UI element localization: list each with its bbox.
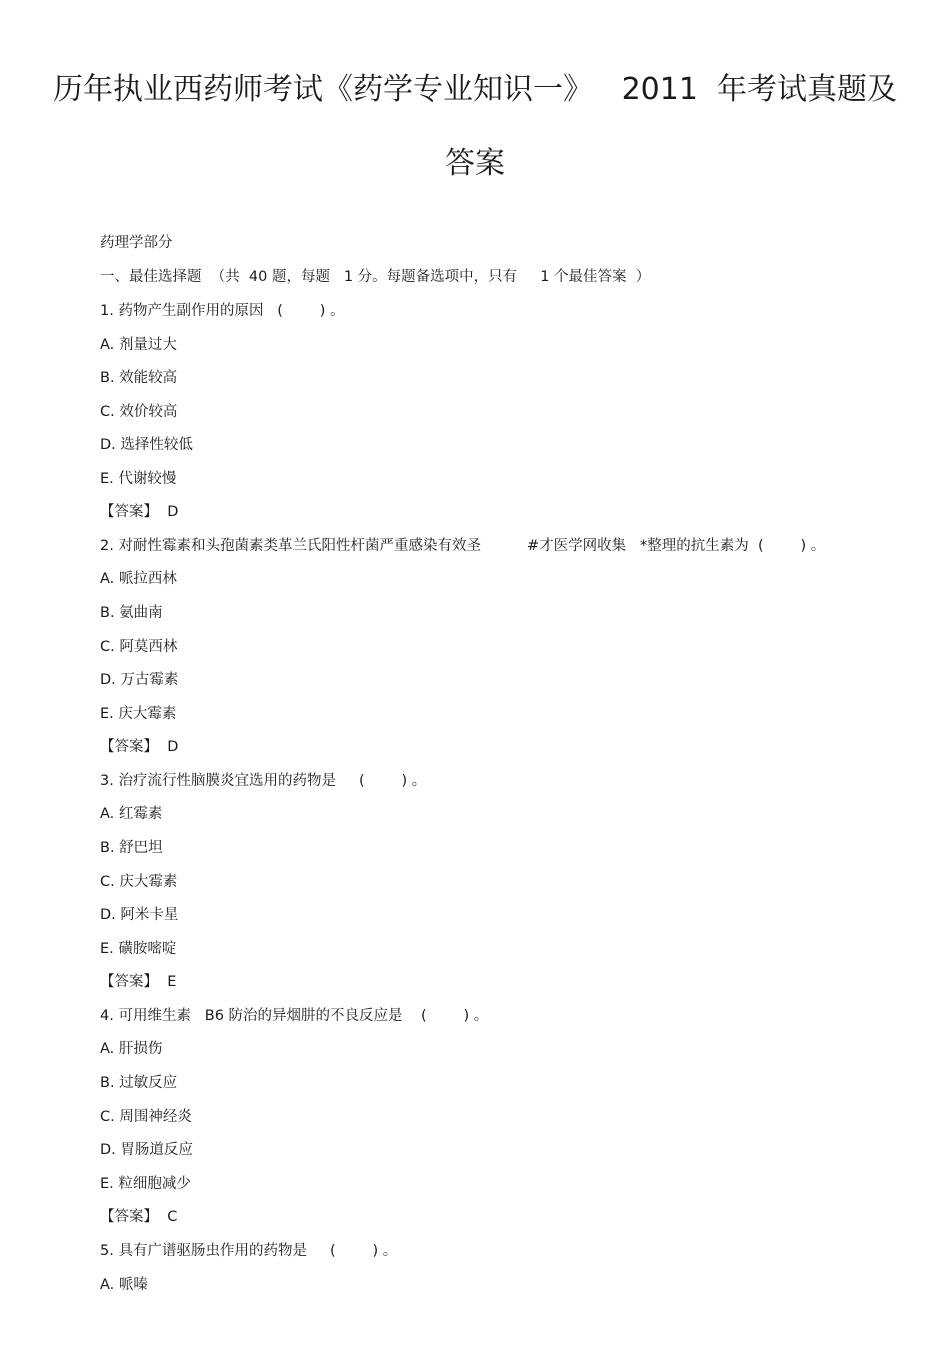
option: B. 效能较高 (100, 370, 178, 386)
option: A. 哌嗪 (100, 1277, 148, 1293)
option: E. 粒细胞减少 (100, 1176, 191, 1192)
question-stem: 5. 具有广谱驱肠虫作用的药物是 ( ) 。 (100, 1243, 398, 1259)
option: C. 效价较高 (100, 404, 178, 420)
question-stem: 2. 对耐性霉素和头孢菌素类革兰氏阳性杆菌严重感染有效圣 #才医学网收集 *整理的抗生素为 ( ) 。 (100, 538, 826, 554)
question-stem: 1. 药物产生副作用的原因 ( ) 。 (100, 303, 345, 319)
option: A. 红霉素 (100, 806, 163, 822)
answer: 【答案】 D (100, 739, 179, 755)
option: A. 哌拉西林 (100, 571, 177, 587)
section-heading: 药理学部分 (100, 235, 173, 251)
option: B. 舒巴坦 (100, 840, 163, 856)
option: B. 氨曲南 (100, 605, 163, 621)
option: A. 肝损伤 (100, 1041, 163, 1057)
answer: 【答案】 E (100, 974, 177, 990)
option: D. 胃肠道反应 (100, 1142, 193, 1158)
question-stem: 4. 可用维生素 B6 防治的异烟肼的不良反应是 ( ) 。 (100, 1008, 489, 1024)
option: B. 过敏反应 (100, 1075, 178, 1091)
document-title-line-2: 答案 (445, 146, 505, 181)
option: D. 阿米卡星 (100, 907, 179, 923)
document-title-line-1: 历年执业西药师考试《药学专业知识一》 2011 年考试真题及 (52, 72, 898, 107)
option: A. 剂量过大 (100, 337, 177, 353)
option: C. 庆大霉素 (100, 874, 178, 890)
option: E. 代谢较慢 (100, 471, 177, 487)
option: C. 周围神经炎 (100, 1109, 192, 1125)
option: D. 万古霉素 (100, 672, 179, 688)
instructions: 一、最佳选择题 （共 40 题，每题 1 分。每题备选项中，只有 1 个最佳答案 ） (100, 269, 651, 285)
question-stem: 3. 治疗流行性脑膜炎宜选用的药物是 ( ) 。 (100, 773, 427, 789)
option: C. 阿莫西林 (100, 639, 178, 655)
option: E. 庆大霉素 (100, 706, 177, 722)
answer: 【答案】 C (100, 1209, 178, 1225)
option: E. 磺胺嘧啶 (100, 941, 177, 957)
answer: 【答案】 D (100, 504, 179, 520)
option: D. 选择性较低 (100, 437, 193, 453)
